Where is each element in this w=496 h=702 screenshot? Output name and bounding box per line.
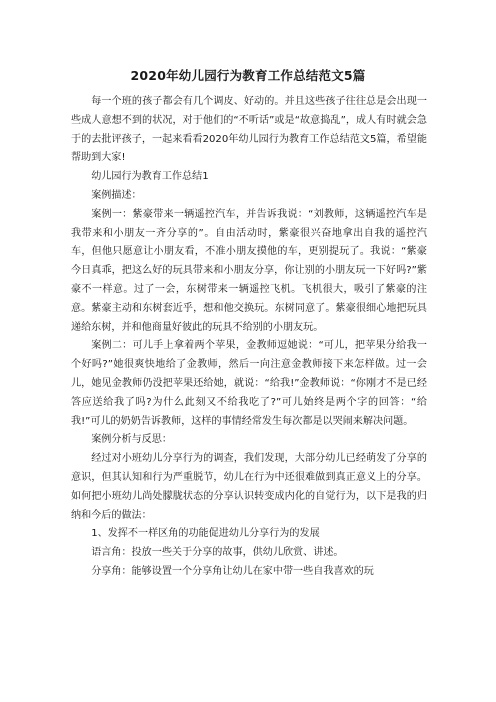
paragraph-case-description-label: 案例描述： [91,189,142,201]
document-body [71,93,427,582]
document-title: 2020年幼儿园行为教育工作总结范文5篇 [130,68,366,83]
paragraph-analysis-label: 案例分析与反思： [91,434,172,446]
paragraph-language-corner: 语言角：投放一些关于分享的故事，供幼儿欣赏、讲述。 [91,547,344,559]
paragraph-section-heading: 幼儿园行为教育工作总结1 [91,171,209,183]
paragraph-sharing-corner: 分享角：能够设置一个分享角让幼儿在家中带一些自我喜欢的玩 [91,565,374,577]
paragraph-case-two: 案例二：可儿手上拿着两个苹果，金教师逗她说：“可儿，把苹果分给我一个好吗?”她很爽快地给了金教师，然后一向注意金教师接下来怎样做。过一会儿，她见金教师仍没把苹果还给她，就说：“给我!”金教师说：“你刚才不是已经答应送给我了吗?为什么此刻又不给我吃了?”可儿始终是两个字的回答：“给我!”可儿的奶奶告诉教师，这样的事情经常发生每次都是以哭闹来解决问题。 [71,340,427,427]
paragraph-analysis: 经过对小班幼儿分享行为的调查，我们发现，大部分幼儿已经萌发了分享的意识，但其认知和行为严重脱节，幼儿在行为中还很难做到真正意义上的分享。如何把小班幼儿尚处朦胧状态的分享认识转变成内化的自觉行为，以下是我的归纳和今后的做法： [71,453,427,521]
paragraph-intro: 每一个班的孩子都会有几个调皮、好动的。并且这些孩子往往总是会出现一些成人意想不到的状况，对于他们的“不听话”或是“故意捣乱”，成人有时就会急于的去批评孩子，一起来看看2020年幼儿园行为教育工作总结范文5篇，希望能帮助到大家! [71,96,427,164]
paragraph-case-one: 案例一：紫豪带来一辆遥控汽车，并告诉我说：“刘教师，这辆遥控汽车是我带来和小朋友一齐分享的”。自由活动时，紫豪很兴奋地拿出自我的遥控汽车，但他只愿意让小朋友看，不准小朋友摸他的车，更别提玩了。我说：“紫豪今日真乖，把这么好的玩具带来和小朋友分享，你让别的小朋友玩一下好吗?”紫豪不一样意。过了一会，东树带来一辆遥控飞机。飞机很大，吸引了紫豪的注意。紫豪主动和东树套近乎，想和他交换玩。东树同意了。紫豪很细心地把玩具递给东树，并和他商量好彼此的玩具不给别的小朋友玩。 [71,208,427,333]
paragraph-point-one: 1、发挥不一样区角的功能促进幼儿分享行为的发展 [91,528,320,540]
